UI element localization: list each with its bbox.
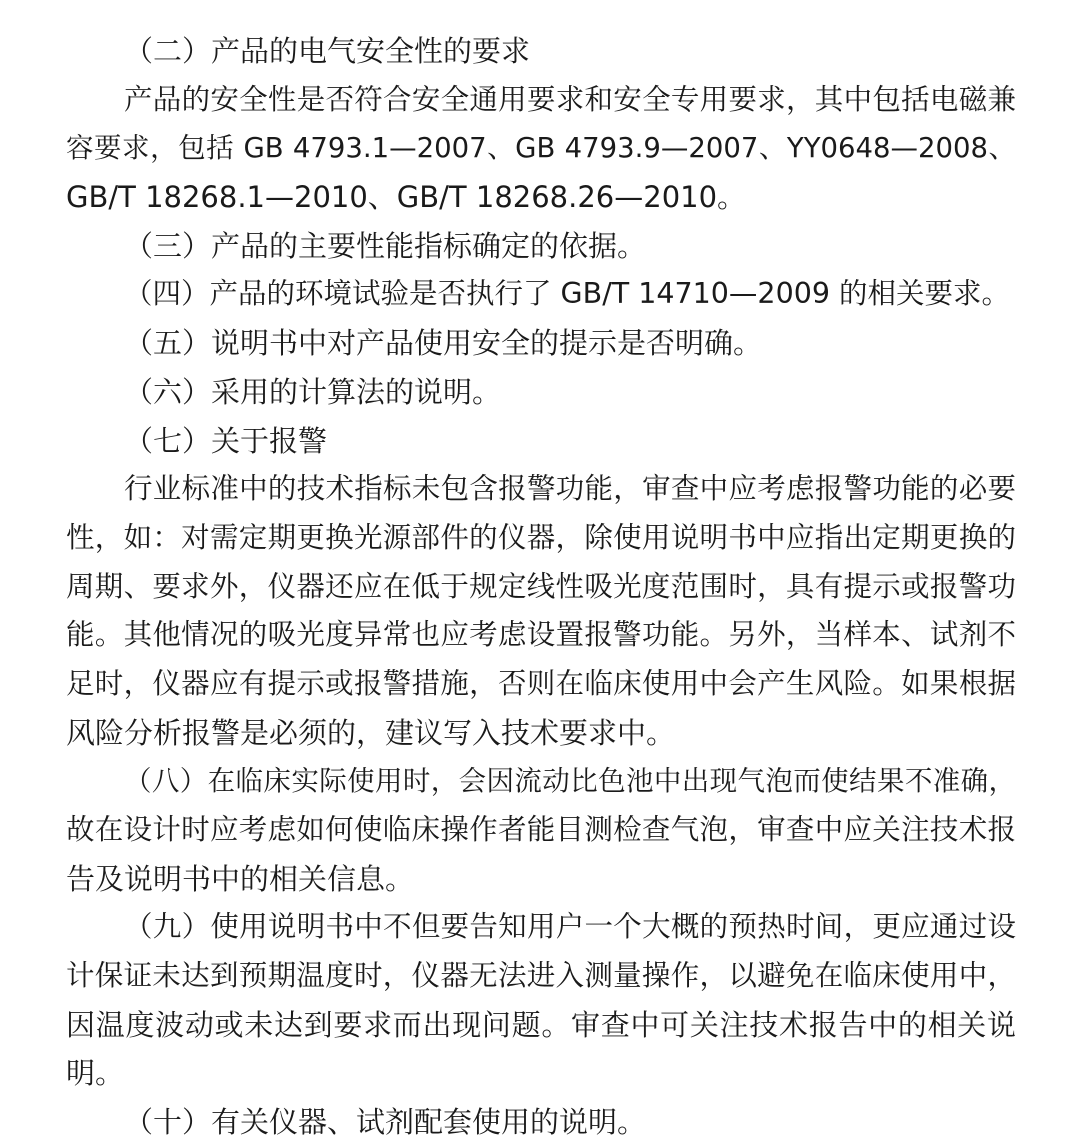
text-line: 故在设计时应考虑如何使临床操作者能目测检查气泡，审查中应关注技术报 (66, 813, 1016, 846)
text-line: 周期、要求外，仪器还应在低于规定线性吸光度范围时，具有提示或报警功 (66, 569, 1016, 603)
text-line: 能。其他情况的吸光度异常也应考虑设置报警功能。另外，当样本、试剂不 (66, 618, 1016, 652)
text-line: 容要求，包括 GB 4793.1—2007、GB 4793.9—2007、YY0648—2008、 (66, 132, 1016, 165)
text-line: 告及说明书中的相关信息。 (66, 861, 415, 896)
text-line: （二）产品的电气安全性的要求 (124, 34, 531, 68)
text-line: （七）关于报警 (124, 423, 328, 458)
text-line: 明。 (66, 1056, 125, 1091)
text-line: （六）采用的计算法的说明。 (124, 374, 502, 409)
text-line: （三）产品的主要性能指标确定的依据。 (124, 228, 647, 263)
text-line: 产品的安全性是否符合安全通用要求和安全专用要求，其中包括电磁兼 (124, 82, 1016, 116)
text-line: （八）在临床实际使用时，会因流动比色池中出现气泡而使结果不准确， (124, 765, 1016, 798)
text-line: 足时，仪器应有提示或报警措施，否则在临床使用中会产生风险。如果根据 (66, 666, 1016, 700)
text-line: （九）使用说明书中不但要告知用户一个大概的预热时间，更应通过设 (124, 910, 1016, 944)
text-line: 行业标准中的技术指标未包含报警功能，审查中应考虑报警功能的必要 (124, 472, 1016, 506)
text-line: 性，如：对需定期更换光源部件的仪器，除使用说明书中应指出定期更换的 (66, 520, 1016, 554)
text-line: （十）有关仪器、试剂配套使用的说明。 (124, 1105, 647, 1140)
text-line: 因温度波动或未达到要求而出现问题。审查中可关注技术报告中的相关说 (66, 1007, 1016, 1042)
text-line: GB/T 18268.1—2010、GB/T 18268.26—2010。 (66, 180, 747, 215)
text-line: （四）产品的环境试验是否执行了 GB/T 14710—2009 的相关要求。 (124, 277, 1011, 311)
text-line: 风险分析报警是必须的，建议写入技术要求中。 (66, 715, 676, 750)
text-line: （五）说明书中对产品使用安全的提示是否明确。 (124, 326, 763, 361)
text-line: 计保证未达到预期温度时，仪器无法进入测量操作，以避免在临床使用中， (66, 959, 1016, 993)
document-body (66, 27, 1016, 1147)
